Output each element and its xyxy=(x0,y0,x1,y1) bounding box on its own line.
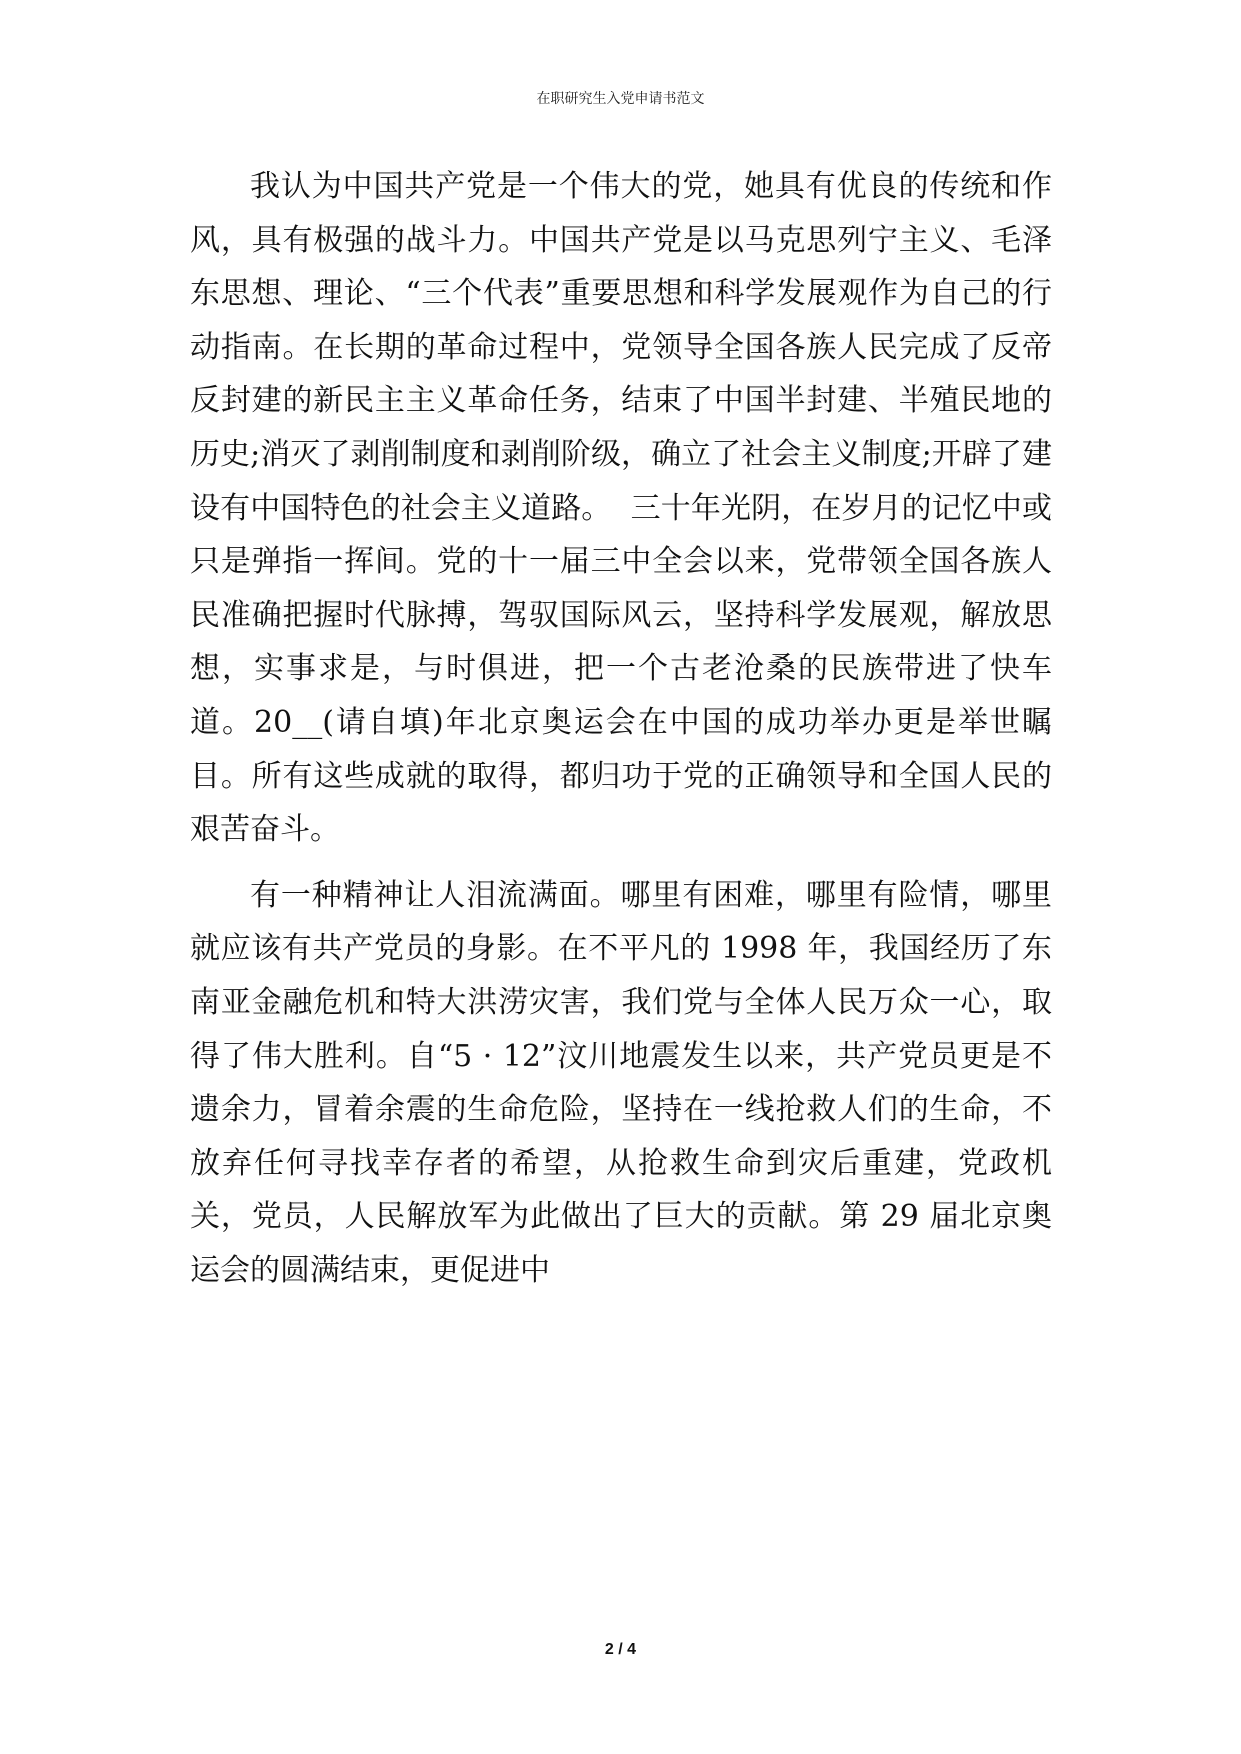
running-header: 在职研究生入党申请书范文 xyxy=(536,91,705,107)
body-text xyxy=(190,160,1052,1309)
paragraph-1: 我认为中国共产党是一个伟大的党，她具有优良的传统和作风，具有极强的战斗力。中国共产党是以马克思列宁主义、毛泽东思想、理论、“三个代表”重要思想和科学发展观作为自己的行动指南。在长期的革命过程中，党领导全国各族人民完成了反帝反封建的新民主主义革命任务，结束了中国半封建、半殖民地的历史;消灭了剥削制度和剥削阶级，确立了社会主义制度;开辟了建设有中国特色的社会主义道路。 三十年光阴，在岁月的记忆中或只是弹指一挥间。党的十一届三中全会以来，党带领全国各族人民准确把握时代脉搏，驾驭国际风云，坚持科学发展观，解放思想，实事求是，与时俱进，把一个古老沧桑的民族带进了快车道。20__(请自填)年北京奥运会在中国的成功举办更是举世瞩目。所有这些成就的取得，都归功于党的正确领导和全国人民的艰苦奋斗。 xyxy=(190,169,1052,848)
page-number: 2 / 4 xyxy=(604,1641,637,1658)
paragraph-2: 有一种精神让人泪流满面。哪里有困难，哪里有险情，哪里就应该有共产党员的身影。在不平凡的 1998 年，我国经历了东南亚金融危机和特大洪涝灾害，我们党与全体人民万众一心，取得了伟大胜利。自“5 · 12”汶川地震发生以来，共产党员更是不遗余力，冒着余震的生命危险，坚持在一线抢救人们的生命，不放弃任何寻找幸存者的希望，从抢救生命到灾后重建，党政机关，党员，人民解放军为此做出了巨大的贡献。第 29 届北京奥运会的圆满结束，更促进中 xyxy=(190,877,1052,1288)
